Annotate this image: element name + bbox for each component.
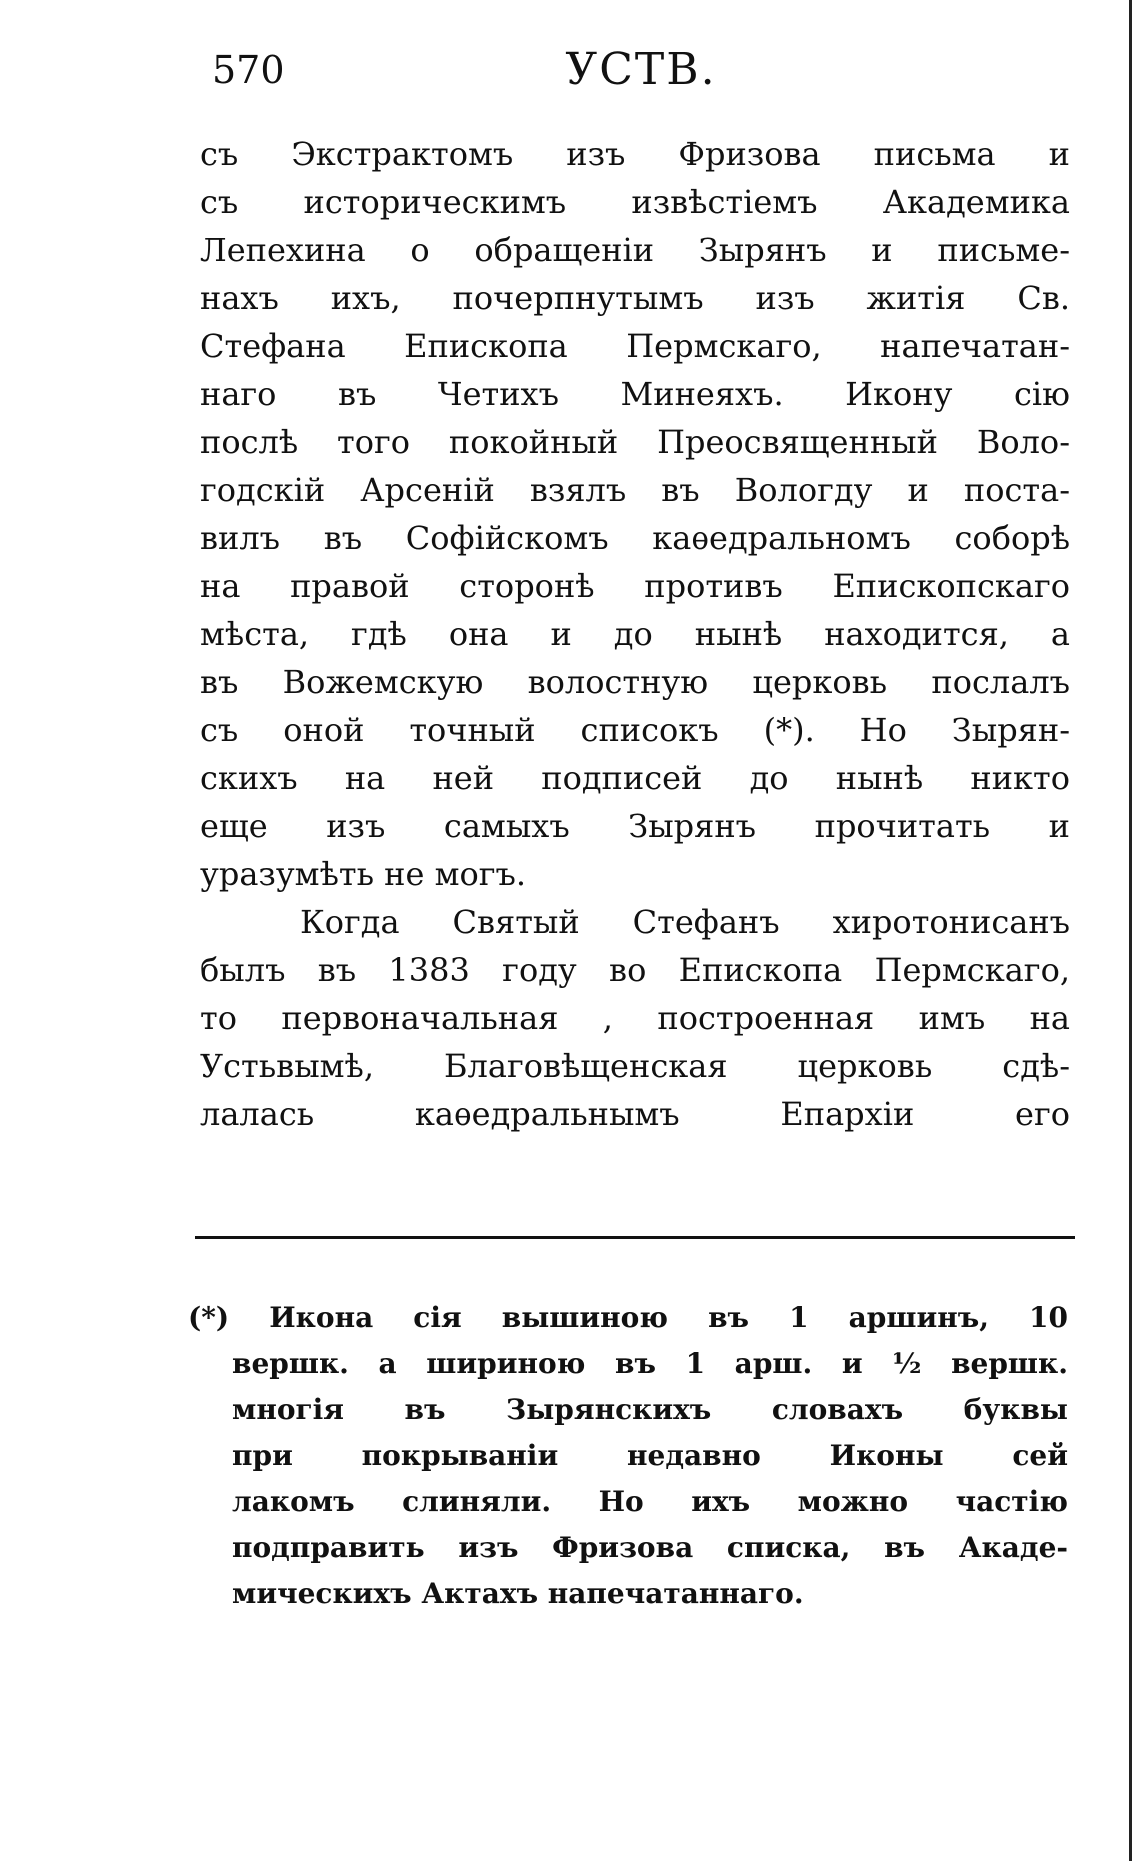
page-edge-line [1129, 0, 1132, 1861]
text-line: Стефана Епископа Пермскаго, напечатан- [200, 327, 1070, 365]
running-head: УСТВ. [565, 44, 717, 95]
footnote-line: подправить изъ Фризова списка, въ Акаде- [232, 1531, 1068, 1564]
footnote [188, 1295, 1068, 1617]
text-line: годскій Арсеній взялъ въ Вологду и поста- [200, 471, 1070, 509]
text-line: съ Экстрактомъ изъ Фризова письма и [200, 135, 1070, 173]
footnote-line: (*) Икона сія вышиною въ 1 аршинъ, 10 [188, 1301, 1068, 1334]
footnote-divider [195, 1236, 1075, 1239]
page-header [212, 40, 1070, 100]
text-line: скихъ на ней подписей до нынѣ никто [200, 759, 1070, 797]
text-line: то первоначальная , построенная имъ на [200, 999, 1070, 1037]
footnote-line: многія въ Зырянскихъ словахъ буквы [232, 1393, 1068, 1426]
text-line: уразумѣть не могъ. [200, 855, 527, 893]
footnote-line: при покрываніи недавно Иконы сей [232, 1439, 1068, 1472]
text-line: нахъ ихъ, почерпнутымъ изъ житія Св. [200, 279, 1070, 317]
footnote-line: лакомъ слиняли. Но ихъ можно частію [232, 1485, 1068, 1518]
text-line: былъ въ 1383 году во Епископа Пермскаго, [200, 951, 1070, 989]
text-line: съ оной точный списокъ (*). Но Зырян- [200, 711, 1070, 749]
text-line: съ историческимъ извѣстіемъ Академика [200, 183, 1070, 221]
text-line: вилъ въ Софійскомъ каѳедральномъ соборѣ [200, 519, 1070, 557]
main-text [200, 130, 1070, 1138]
footnote-line: мическихъ Актахъ напечатаннаго. [232, 1577, 804, 1610]
text-line: мѣста, гдѣ она и до нынѣ находится, а [200, 615, 1070, 653]
text-line: послѣ того покойный Преосвященный Воло- [200, 423, 1070, 461]
footnote-line: вершк. а шириною въ 1 арш. и ½ вершк. [232, 1347, 1068, 1380]
text-line: Когда Святый Стефанъ хиротонисанъ [300, 903, 1070, 941]
page-number: 570 [212, 48, 285, 92]
text-line: Лепехина о обращеніи Зырянъ и письме- [200, 231, 1070, 269]
text-line: въ Вожемскую волостную церковь послалъ [200, 663, 1070, 701]
text-line: наго въ Четихъ Минеяхъ. Икону сію [200, 375, 1070, 413]
text-line: на правой сторонѣ противъ Епископскаго [200, 567, 1070, 605]
text-line: лалась каѳедральнымъ Епархіи его [200, 1095, 1070, 1133]
text-line: еще изъ самыхъ Зырянъ прочитать и [200, 807, 1070, 845]
text-line: Устьвымѣ, Благовѣщенская церковь сдѣ- [200, 1047, 1070, 1085]
